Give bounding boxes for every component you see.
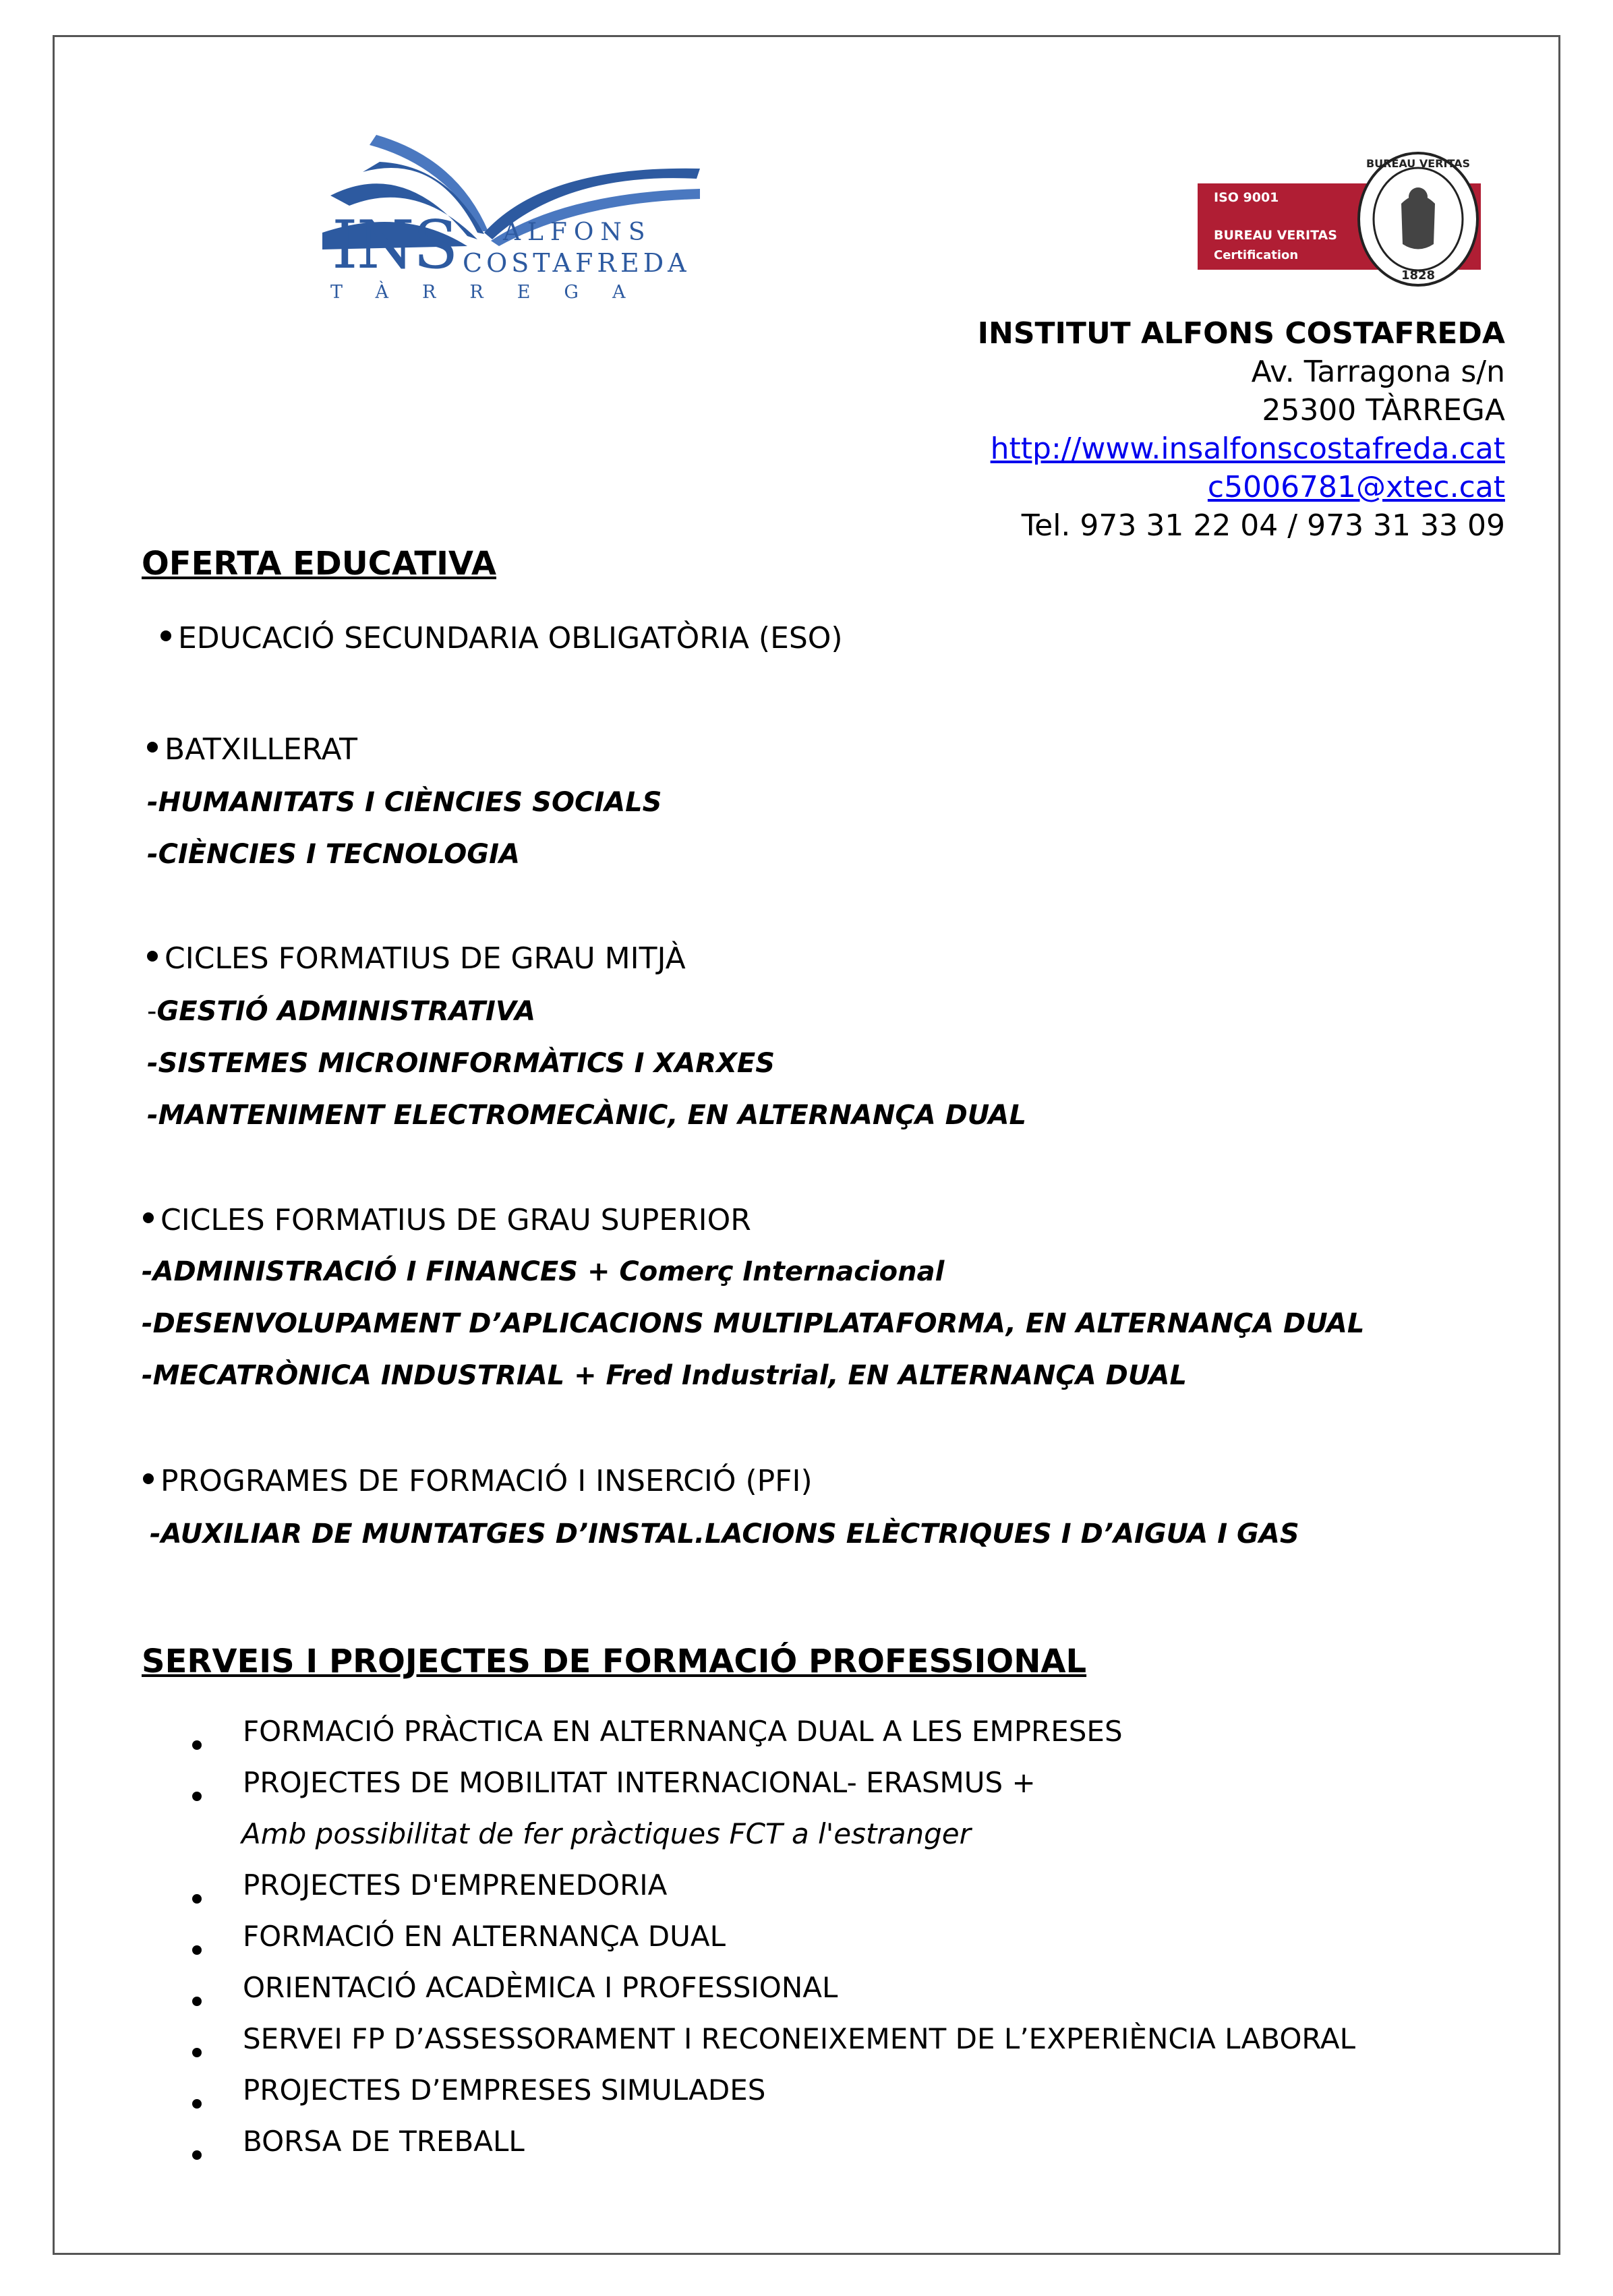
grau-superior-option: -DESENVOLUPAMENT D’APLICACIONS MULTIPLATAFORMA, EN ALTERNANÇA DUAL [142, 1308, 1365, 1339]
certification-label: Certification [1214, 248, 1299, 262]
logo-alfons-text: ALFONS [503, 218, 652, 246]
bullet-icon [143, 1212, 154, 1223]
bullet-icon [143, 1473, 154, 1484]
serveis-heading: SERVEIS I PROJECTES DE FORMACIÓ PROFESSIONAL [142, 1643, 1087, 1680]
bullet-icon [192, 1726, 202, 1755]
grau-superior-item: CICLES FORMATIUS DE GRAU SUPERIOR [143, 1206, 751, 1235]
logo-costafreda-text: COSTAFREDA [463, 248, 691, 278]
bullet-icon [160, 630, 171, 641]
bullet-icon [192, 1880, 202, 1908]
service-item: PROJECTES DE MOBILITAT INTERNACIONAL- ERASMUS + [243, 1766, 1036, 1799]
pfi-option: -AUXILIAR DE MUNTATGES D’INSTAL.LACIONS ELÈCTRIQUES I D’AIGUA I GAS [150, 1519, 1299, 1550]
bureau-veritas-seal-icon [1354, 150, 1482, 289]
bullet-icon [147, 742, 158, 753]
batxillerat-option: -HUMANITATS I CIÈNCIES SOCIALS [147, 787, 662, 818]
bureau-veritas-label: BUREAU VERITAS [1214, 228, 1337, 243]
bullet-icon [192, 1931, 202, 1960]
iso-label: ISO 9001 [1214, 190, 1279, 205]
bullet-icon [192, 2136, 202, 2165]
batxillerat-option: -CIÈNCIES I TECNOLOGIA [147, 839, 520, 870]
service-item: BORSA DE TREBALL [243, 2125, 525, 2158]
grau-superior-option: -ADMINISTRACIÓ I FINANCES + Comerç Internacional [142, 1256, 945, 1287]
service-item: PROJECTES D’EMPRESES SIMULADES [243, 2073, 766, 2107]
bullet-icon [147, 951, 158, 962]
service-item: SERVEI FP D’ASSESSORAMENT I RECONEIXEMENT DE L’EXPERIÈNCIA LABORAL [243, 2022, 1355, 2055]
school-logo [322, 131, 713, 307]
website-link[interactable]: http://www.insalfonscostafreda.cat [990, 432, 1505, 466]
logo-tarrega-text: TÀRREGA [330, 282, 659, 303]
grau-superior-option: -MECATRÒNICA INDUSTRIAL + Fred Industrial, EN ALTERNANÇA DUAL [142, 1360, 1187, 1391]
bullet-icon [192, 2085, 202, 2113]
service-item: PROJECTES D'EMPRENEDORIA [243, 1868, 668, 1902]
pfi-item: PROGRAMES DE FORMACIÓ I INSERCIÓ (PFI) [143, 1467, 813, 1496]
grau-mitja-option: -GESTIÓ ADMINISTRATIVA [147, 996, 536, 1027]
service-item: FORMACIÓ EN ALTERNANÇA DUAL [243, 1920, 726, 1953]
bullet-icon [192, 2034, 202, 2062]
grau-mitja-option: -SISTEMES MICROINFORMÀTICS I XARXES [147, 1048, 775, 1079]
seal-top-text: BUREAU VERITAS [1366, 157, 1471, 170]
bullet-icon [192, 1982, 202, 2011]
iso-certification-badge [1185, 150, 1484, 289]
institute-name: INSTITUT ALFONS COSTAFREDA [977, 316, 1505, 351]
grau-mitja-item: CICLES FORMATIUS DE GRAU MITJÀ [147, 944, 686, 974]
bullet-icon [192, 1777, 202, 1806]
city-address: 25300 TÀRREGA [1262, 393, 1505, 428]
erasmus-note: Amb possibilitat de fer pràctiques FCT a l'estranger [241, 1817, 971, 1850]
eso-item: EDUCACIÓ SECUNDARIA OBLIGATÒRIA (ESO) [160, 624, 843, 653]
street-address: Av. Tarragona s/n [1251, 355, 1505, 389]
batxillerat-item: BATXILLERAT [147, 735, 357, 765]
service-item: ORIENTACIÓ ACADÈMICA I PROFESSIONAL [243, 1971, 838, 2004]
address-block [978, 314, 1505, 545]
seal-year-text: 1828 [1401, 268, 1436, 283]
oferta-educativa-heading: OFERTA EDUCATIVA [142, 545, 496, 583]
logo-ins-text: INS [332, 207, 457, 284]
service-item: FORMACIÓ PRÀCTICA EN ALTERNANÇA DUAL A LES EMPRESES [243, 1715, 1123, 1748]
phone-numbers: Tel. 973 31 22 04 / 973 31 33 09 [1021, 508, 1505, 543]
email-link[interactable]: c5006781@xtec.cat [1207, 470, 1505, 504]
grau-mitja-option: -MANTENIMENT ELECTROMECÀNIC, EN ALTERNANÇA DUAL [147, 1100, 1026, 1131]
